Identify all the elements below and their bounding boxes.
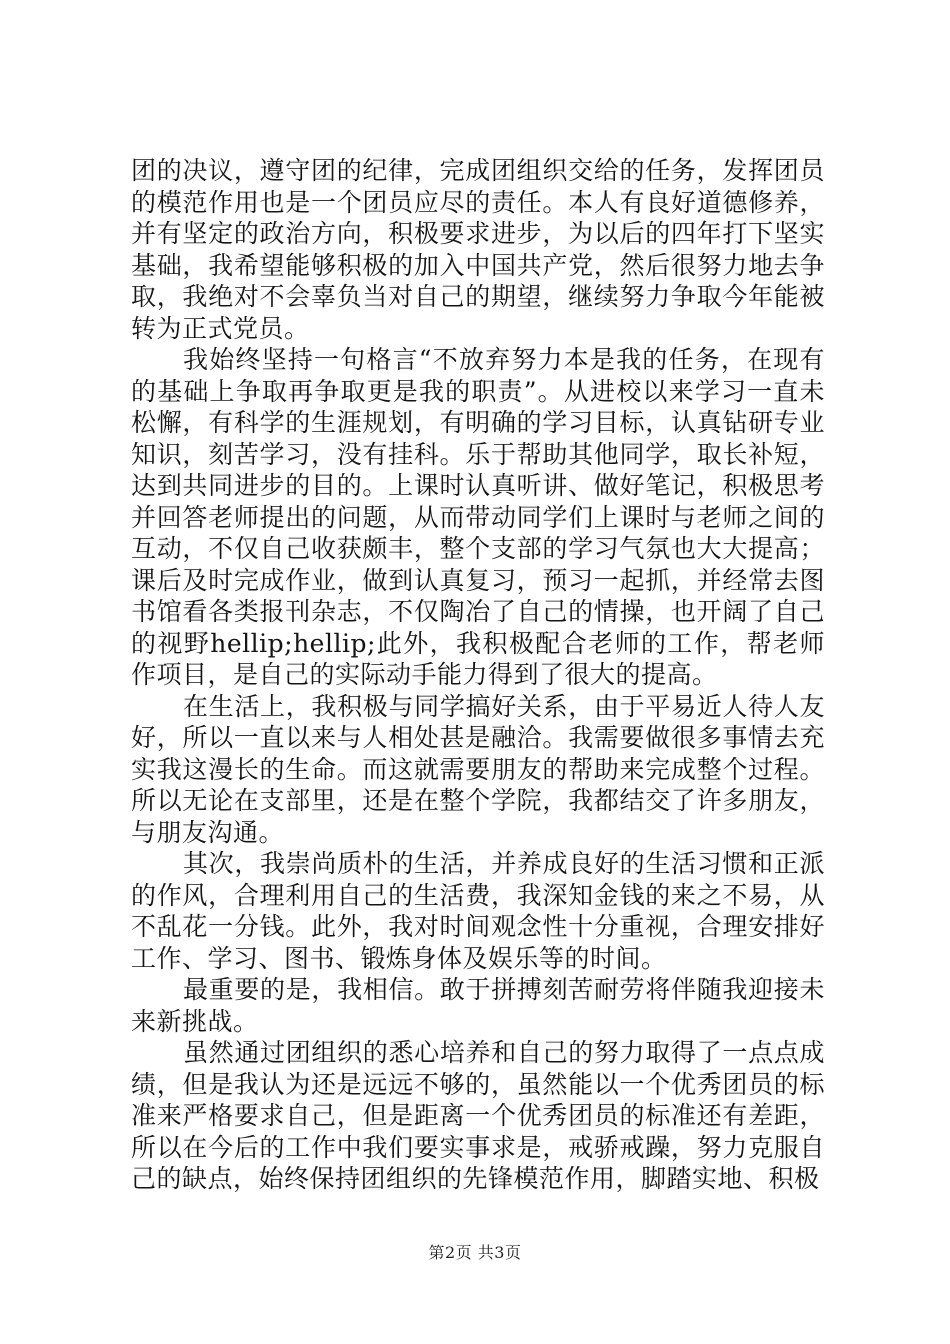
paragraph-continuation: 团的决议，遵守团的纪律，完成团组织交给的任务，发挥团员的模范作用也是一个团员应尽的责任。本人有良好道德修养，并有坚定的政治方向，积极要求进步，为以后的四年打下坚实基础，我希望能够积极的加入中国共产党，然后很努力地去争取，我绝对不会辜负当对自己的期望，继续努力争取今年能被转为正式党员。 [131,156,825,343]
paragraph-conclusion: 虽然通过团组织的悉心培养和自己的努力取得了一点点成绩，但是我认为还是远远不够的，虽然能以一个优秀团员的标准来严格要求自己，但是距离一个优秀团员的标准还有差距，所以在今后的工作中我们要实事求是，戒骄戒躁，努力克服自己的缺点，始终保持团组织的先锋模范作用，脚踏实地、积极 [131,1038,825,1193]
paragraph-lifestyle: 其次，我崇尚质朴的生活，并养成良好的生活习惯和正派的作风，合理利用自己的生活费，我深知金钱的来之不易，从不乱花一分钱。此外，我对时间观念性十分重视，合理安排好工作、学习、图书、锻炼身体及娱乐等的时间。 [131,849,825,973]
paragraph-life: 在生活上，我积极与同学搞好关系，由于平易近人待人友好，所以一直以来与人相处甚是融洽。我需要做很多事情去充实我这漫长的生命。而这就需要朋友的帮助来完成整个过程。所以无论在支部里，还是在整个学院，我都结交了许多朋友，与朋友沟通。 [131,691,825,847]
page-footer: 第2页 共3页 [428,1243,522,1262]
document-body [131,155,825,1195]
paragraph-belief: 最重要的是，我相信。敢于拼搏刻苦耐劳将伴随我迎接未来新挑战。 [131,975,825,1036]
paragraph-study: 我始终坚持一句格言“不放弃努力本是我的任务，在现有的基础上争取再争取更是我的职责”。从进校以来学习一直未松懈，有科学的生涯规划，有明确的学习目标，认真钻研专业知识，刻苦学习，没有挂科。乐于帮助其他同学，取长补短，达到共同进步的目的。上课时认真听讲、做好笔记，积极思考并回答老师提出的问题，从而带动同学们上课时与老师之间的互动，不仅自己收获颇丰，整个支部的学习气氛也大大提高；课后及时完成作业，做到认真复习，预习一起抓，并经常去图书馆看各类报刊杂志，不仅陶冶了自己的情操，也开阔了自己的视野hellip;hellip;此外，我积极配合老师的工作，帮老师作项目，是自己的实际动手能力得到了很大的提高。 [131,345,825,689]
